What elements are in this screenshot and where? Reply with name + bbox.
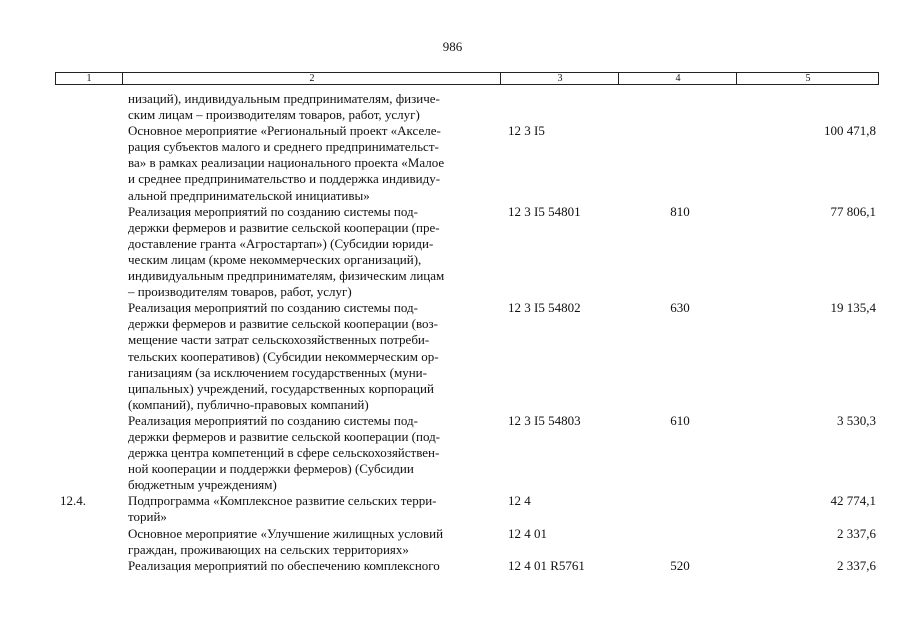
header-col-4: 4 [618,73,737,84]
description-line: Реализация мероприятий по созданию системы под- [128,203,418,219]
row-amount: 19 135,4 [830,300,876,316]
row-code: 12 3 I5 54801 [508,203,581,219]
description-line: Основное мероприятие «Улучшение жилищных условий [128,525,444,541]
description-line: торий» [128,509,167,525]
description-line: рация субъектов малого и среднего предпринимательст- [128,139,439,155]
row-expense-type: 630 [670,300,690,316]
description-line: низаций), индивидуальным предпринимателям, физиче- [128,91,440,106]
description-line: держки фермеров и развитие сельской кооперации (под- [128,428,441,444]
table-body [0,91,905,574]
row-expense-type: 810 [670,203,690,219]
description-line: – производителям товаров, работ, услуг) [128,284,352,300]
row-expense-type: 610 [670,412,690,428]
row-amount: 2 337,6 [837,557,876,573]
description-line: Реализация мероприятий по созданию системы под- [128,412,418,428]
table-row [0,558,905,574]
description-line: альной предпринимательской инициативы» [128,187,370,203]
description-line: и среднее предпринимательство и поддержка индивиду- [128,171,441,187]
table-row [0,526,905,558]
row-description [128,91,500,123]
description-line: бюджетным учреждениям) [128,477,277,493]
header-col-1: 1 [86,73,92,84]
header-col-5: 5 [736,73,879,84]
table-row [0,413,905,493]
row-description [128,493,500,525]
description-line: Основное мероприятие «Региональный проект «Акселе- [128,123,441,139]
row-description [128,526,500,558]
description-line: Реализация мероприятий по обеспечению комплексного [128,557,440,573]
table-row [0,204,905,301]
header-col-3: 3 [500,73,619,84]
row-code: 12 4 01 R5761 [508,557,585,573]
table-row [0,123,905,203]
row-code: 12 3 I5 [508,123,545,139]
description-line: держки фермеров и развитие сельской кооперации (воз- [128,316,439,332]
row-expense-type: 520 [670,557,690,573]
row-description [128,300,500,413]
table-row [0,300,905,413]
description-line: ганизациям (за исключением государственных (муни- [128,364,427,380]
table-header [55,72,879,85]
description-line: Реализация мероприятий по созданию системы под- [128,300,418,316]
description-line: держка центра компетенций в сфере сельскохозяйствен- [128,445,440,461]
row-amount: 42 774,1 [830,493,876,509]
description-line: ципальных) учреждений, государственных корпораций [128,380,434,396]
row-description [128,558,500,574]
table-row [0,91,905,123]
row-amount: 100 471,8 [824,123,876,139]
description-line: держки фермеров и развитие сельской кооперации (пре- [128,219,440,235]
description-line: ной кооперации и поддержки фермеров) (Субсидии [128,461,414,477]
row-code: 12 3 I5 54802 [508,300,581,316]
row-description [128,204,500,301]
description-line: ва» в рамках реализации национального проекта «Малое [128,155,445,171]
row-code: 12 4 01 [508,525,547,541]
row-amount: 77 806,1 [830,203,876,219]
header-col-2: 2 [122,73,501,84]
row-number: 12.4. [60,493,86,509]
row-amount: 2 337,6 [837,525,876,541]
row-amount: 3 530,3 [837,412,876,428]
description-line: граждан, проживающих на сельских территориях» [128,541,409,557]
description-line: доставление гранта «Агростартап») (Субсидии юриди- [128,235,434,251]
row-code: 12 3 I5 54803 [508,412,581,428]
row-description [128,123,500,203]
row-code: 12 4 [508,493,531,509]
row-description [128,413,500,493]
description-line: ческим лицам (кроме некоммерческих организаций), [128,251,422,267]
description-line: индивидуальным предпринимателям, физическим лицам [128,268,445,284]
description-line: Подпрограмма «Комплексное развитие сельских терри- [128,493,437,509]
description-line: ским лицам – производителям товаров, работ, услуг) [128,107,420,123]
page-number: 986 [442,39,463,54]
description-line: мещение части затрат сельскохозяйственных потреби- [128,332,430,348]
table-row [0,493,905,525]
description-line: (компаний), публично-правовых компаний) [128,396,369,412]
description-line: тельских кооперативов) (Субсидии некоммерческим ор- [128,348,439,364]
